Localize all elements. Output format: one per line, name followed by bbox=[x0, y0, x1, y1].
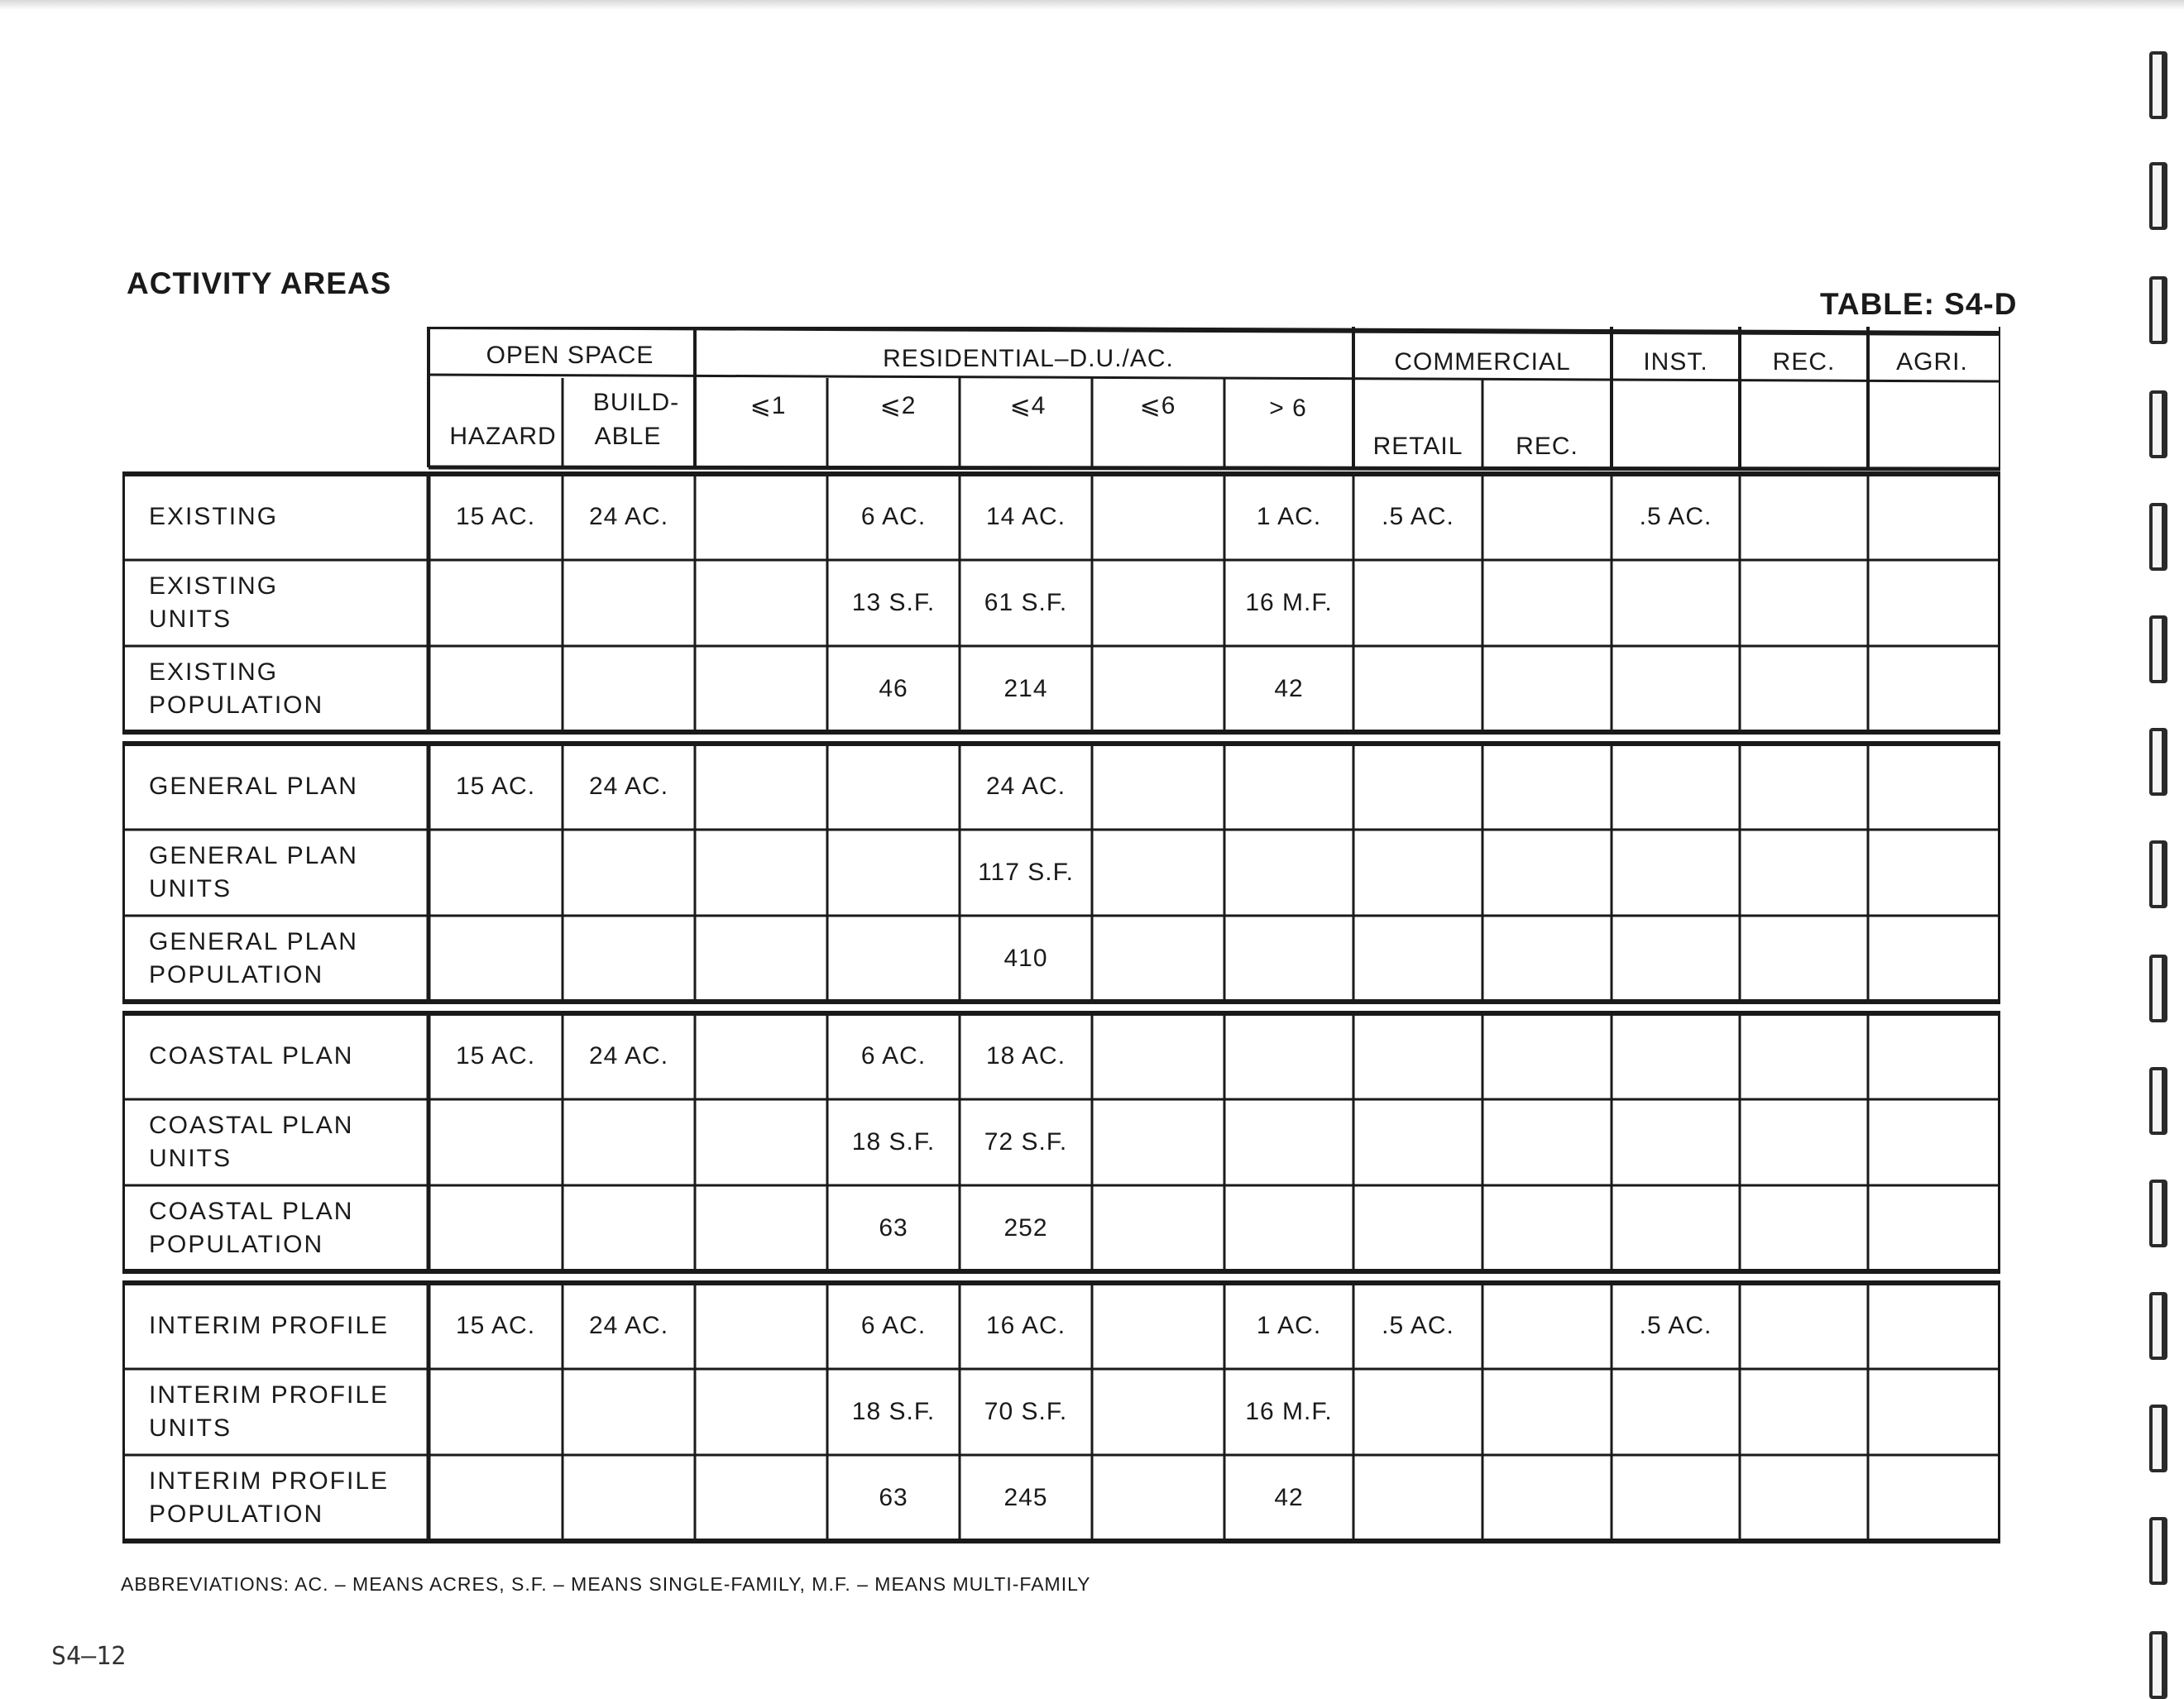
table-cell bbox=[563, 1369, 695, 1455]
table-cell: 72 S.F. bbox=[984, 1128, 1068, 1156]
row-label-line: INTERIM PROFILE bbox=[149, 1467, 390, 1495]
table-cell: 18 S.F. bbox=[851, 1398, 936, 1425]
header-agri: AGRI. bbox=[1896, 348, 1968, 376]
row-label bbox=[122, 474, 429, 560]
table-cell bbox=[827, 744, 960, 830]
row-label-line: GENERAL PLAN bbox=[149, 928, 358, 955]
table-cell bbox=[1740, 830, 1868, 916]
table-cell: 15 AC. bbox=[455, 503, 536, 530]
table-cell bbox=[1353, 560, 1482, 646]
binder-hole bbox=[2149, 503, 2167, 571]
table-cell bbox=[1740, 1369, 1868, 1455]
table-cell bbox=[1740, 474, 1868, 560]
table-cell bbox=[429, 1369, 563, 1455]
table-cell bbox=[1612, 830, 1740, 916]
table-cell bbox=[1740, 1455, 1868, 1541]
row-label-line: EXISTING bbox=[149, 503, 279, 530]
table-cell bbox=[1612, 646, 1740, 732]
table-cell bbox=[1353, 1455, 1482, 1541]
table-cell bbox=[563, 560, 695, 646]
table-cell bbox=[1353, 744, 1482, 830]
table-cell bbox=[1868, 1369, 2000, 1455]
table-cell bbox=[695, 474, 827, 560]
table-cell bbox=[1092, 1013, 1224, 1099]
row-label-line: POPULATION bbox=[149, 1231, 324, 1258]
binder-hole bbox=[2149, 1631, 2167, 1699]
table-cell bbox=[695, 1369, 827, 1455]
table-cell bbox=[563, 830, 695, 916]
table-cell bbox=[1868, 474, 2000, 560]
binder-hole bbox=[2149, 615, 2167, 683]
header-open-space: OPEN SPACE bbox=[486, 342, 654, 369]
table-cell bbox=[695, 1013, 827, 1099]
table-cell: 24 AC. bbox=[588, 773, 669, 800]
row-label-line: GENERAL PLAN bbox=[149, 842, 358, 869]
table-cell bbox=[1482, 1099, 1612, 1185]
binder-hole bbox=[2149, 1067, 2167, 1135]
table-cell bbox=[1092, 916, 1224, 1002]
table-cell bbox=[1612, 560, 1740, 646]
table-cell bbox=[1868, 830, 2000, 916]
row-label bbox=[122, 1185, 429, 1271]
table-cell bbox=[1868, 1099, 2000, 1185]
table-cell bbox=[1353, 1185, 1482, 1271]
table-cell bbox=[827, 830, 960, 916]
table-cell bbox=[1482, 916, 1612, 1002]
table-cell bbox=[695, 560, 827, 646]
row-label-line: COASTAL PLAN bbox=[149, 1042, 354, 1070]
page-top-edge bbox=[0, 0, 2184, 10]
subheader-buildable-line2: ABLE bbox=[594, 423, 662, 450]
header-rec: REC. bbox=[1772, 348, 1836, 376]
table-cell: 1 AC. bbox=[1256, 503, 1322, 530]
header-top-border bbox=[429, 327, 2000, 333]
subheader-le1: ⩽1 bbox=[750, 391, 787, 419]
row-label bbox=[122, 744, 429, 830]
table-cell: 24 AC. bbox=[588, 1042, 669, 1070]
table-cell: 16 M.F. bbox=[1245, 589, 1333, 616]
table-cell bbox=[1868, 744, 2000, 830]
table-cell bbox=[1092, 474, 1224, 560]
table-cell bbox=[429, 1099, 563, 1185]
table-cell bbox=[1740, 1185, 1868, 1271]
table-cell bbox=[1868, 1185, 2000, 1271]
binder-hole bbox=[2149, 728, 2167, 796]
row-label bbox=[122, 830, 429, 916]
table-cell bbox=[695, 1185, 827, 1271]
binder-hole bbox=[2149, 162, 2167, 230]
table-cell: 252 bbox=[1003, 1214, 1048, 1242]
row-label bbox=[122, 646, 429, 732]
table-cell bbox=[1224, 1185, 1353, 1271]
table-cell bbox=[1092, 560, 1224, 646]
table-cell: 1 AC. bbox=[1256, 1312, 1322, 1339]
row-label bbox=[122, 1013, 429, 1099]
row-label-line: INTERIM PROFILE bbox=[149, 1381, 390, 1409]
table-cell bbox=[1482, 1013, 1612, 1099]
table-cell bbox=[1612, 744, 1740, 830]
table-cell bbox=[695, 646, 827, 732]
table-cell: 6 AC. bbox=[860, 503, 927, 530]
table-cell bbox=[1224, 744, 1353, 830]
row-label-line: COASTAL PLAN bbox=[149, 1198, 354, 1225]
binder-hole bbox=[2149, 1405, 2167, 1472]
table-cell bbox=[1092, 646, 1224, 732]
table-cell bbox=[1868, 1283, 2000, 1369]
table-cell bbox=[1482, 646, 1612, 732]
table-cell bbox=[1353, 830, 1482, 916]
table-cell: .5 AC. bbox=[1639, 1312, 1712, 1339]
table-cell bbox=[1353, 1013, 1482, 1099]
table-cell: 70 S.F. bbox=[984, 1398, 1068, 1425]
table-cell bbox=[695, 1099, 827, 1185]
table-cell: 15 AC. bbox=[455, 1312, 536, 1339]
table-cell bbox=[1092, 830, 1224, 916]
table-cell bbox=[1482, 560, 1612, 646]
table-cell bbox=[1482, 474, 1612, 560]
table-cell: 117 S.F. bbox=[978, 859, 1074, 886]
row-label-line: COASTAL PLAN bbox=[149, 1112, 354, 1139]
subheader-gt6: > 6 bbox=[1269, 395, 1307, 422]
subheader-le4: ⩽4 bbox=[1009, 391, 1046, 419]
table-cell: 46 bbox=[879, 675, 908, 702]
table-cell: 18 S.F. bbox=[851, 1128, 936, 1156]
binder-hole bbox=[2149, 840, 2167, 908]
table-cell bbox=[1353, 646, 1482, 732]
table-cell bbox=[1482, 1185, 1612, 1271]
row-label-line: EXISTING bbox=[149, 572, 279, 600]
binder-hole bbox=[2149, 390, 2167, 458]
table-cell bbox=[695, 830, 827, 916]
table-cell bbox=[1092, 744, 1224, 830]
abbreviations-note: ABBREVIATIONS: AC. – MEANS ACRES, S.F. – MEANS SINGLE-FAMILY, M.F. – MEANS MULTI-FAMILY bbox=[121, 1573, 1091, 1595]
table-cell bbox=[1740, 560, 1868, 646]
table-cell bbox=[1482, 744, 1612, 830]
header-residential: RESIDENTIAL–D.U./AC. bbox=[883, 345, 1174, 372]
table-cell bbox=[1740, 1013, 1868, 1099]
binder-hole bbox=[2149, 1292, 2167, 1360]
table-cell bbox=[1224, 830, 1353, 916]
table-cell bbox=[1353, 1369, 1482, 1455]
table-cell bbox=[1092, 1283, 1224, 1369]
page-title: ACTIVITY AREAS bbox=[127, 266, 392, 300]
table-cell: 16 M.F. bbox=[1245, 1398, 1333, 1425]
table-cell: 24 AC. bbox=[588, 503, 669, 530]
row-label-line: POPULATION bbox=[149, 1500, 324, 1528]
header-bottom-border bbox=[429, 467, 2000, 469]
subheader-commercial-rec: REC. bbox=[1516, 433, 1578, 460]
row-label-line: UNITS bbox=[149, 1414, 232, 1442]
binder-hole bbox=[2149, 276, 2167, 344]
page-number: S4–12 bbox=[51, 1642, 127, 1671]
table-cell bbox=[1092, 1369, 1224, 1455]
table-cell bbox=[827, 916, 960, 1002]
table-cell bbox=[429, 1185, 563, 1271]
row-label-line: POPULATION bbox=[149, 961, 324, 988]
table-cell bbox=[429, 560, 563, 646]
table-cell: 42 bbox=[1274, 1484, 1304, 1511]
table-cell bbox=[1224, 1099, 1353, 1185]
table-cell: .5 AC. bbox=[1382, 503, 1454, 530]
row-label-line: GENERAL PLAN bbox=[149, 773, 358, 800]
table-cell bbox=[1612, 1099, 1740, 1185]
table-cell bbox=[1612, 1369, 1740, 1455]
table-cell bbox=[1740, 916, 1868, 1002]
table-cell bbox=[1868, 646, 2000, 732]
table-cell: 6 AC. bbox=[860, 1312, 927, 1339]
binder-hole bbox=[2149, 1180, 2167, 1247]
table-cell bbox=[1612, 1185, 1740, 1271]
table-cell bbox=[1353, 1099, 1482, 1185]
table-cell: 61 S.F. bbox=[984, 589, 1068, 616]
table-cell bbox=[1740, 744, 1868, 830]
table-cell bbox=[429, 1455, 563, 1541]
table-cell: 63 bbox=[879, 1484, 908, 1511]
table-cell bbox=[563, 916, 695, 1002]
table-cell bbox=[429, 646, 563, 732]
table-cell bbox=[1868, 1013, 2000, 1099]
table-cell bbox=[1612, 1013, 1740, 1099]
table-cell bbox=[1482, 1283, 1612, 1369]
table-cell bbox=[1092, 1099, 1224, 1185]
binder-hole bbox=[2149, 1517, 2167, 1585]
table-cell: 410 bbox=[1003, 945, 1048, 972]
table-cell bbox=[1224, 1013, 1353, 1099]
table-cell: 24 AC. bbox=[985, 773, 1066, 800]
table-cell bbox=[1740, 1283, 1868, 1369]
table-cell bbox=[1740, 1099, 1868, 1185]
table-cell: .5 AC. bbox=[1639, 503, 1712, 530]
table-cell bbox=[1092, 1185, 1224, 1271]
row-label bbox=[122, 1283, 429, 1369]
table-cell: 15 AC. bbox=[455, 1042, 536, 1070]
table-cell bbox=[1482, 1455, 1612, 1541]
row-label bbox=[122, 916, 429, 1002]
row-label bbox=[122, 1455, 429, 1541]
table-cell bbox=[695, 1455, 827, 1541]
table-cell: 18 AC. bbox=[985, 1042, 1066, 1070]
row-label-line: UNITS bbox=[149, 605, 232, 633]
table-cell: 14 AC. bbox=[985, 503, 1066, 530]
table-cell bbox=[1612, 1455, 1740, 1541]
subheader-hazard: HAZARD bbox=[449, 423, 557, 450]
table-cell: 245 bbox=[1003, 1484, 1048, 1511]
table-cell bbox=[1868, 916, 2000, 1002]
table-cell: .5 AC. bbox=[1382, 1312, 1454, 1339]
subheader-buildable-line1: BUILD- bbox=[592, 389, 680, 416]
table-cell: 13 S.F. bbox=[851, 589, 936, 616]
table-cell bbox=[429, 916, 563, 1002]
table-cell: 63 bbox=[879, 1214, 908, 1242]
table-cell bbox=[1868, 560, 2000, 646]
table-cell bbox=[563, 646, 695, 732]
binder-hole bbox=[2149, 955, 2167, 1022]
table-cell bbox=[1482, 1369, 1612, 1455]
row-label-line: UNITS bbox=[149, 1145, 232, 1172]
table-cell bbox=[1092, 1455, 1224, 1541]
subheader-le6: ⩽6 bbox=[1139, 391, 1176, 419]
table-cell bbox=[429, 830, 563, 916]
table-cell bbox=[563, 1099, 695, 1185]
table-cell bbox=[563, 1185, 695, 1271]
header-commercial: COMMERCIAL bbox=[1394, 348, 1571, 376]
row-label bbox=[122, 1369, 429, 1455]
table-cell: 214 bbox=[1003, 675, 1048, 702]
table-cell bbox=[695, 1283, 827, 1369]
table-cell bbox=[695, 916, 827, 1002]
table-cell bbox=[1224, 916, 1353, 1002]
subheader-retail: RETAIL bbox=[1372, 433, 1463, 460]
row-label bbox=[122, 1099, 429, 1185]
table-cell bbox=[1740, 646, 1868, 732]
row-label-line: EXISTING bbox=[149, 658, 279, 686]
subheader-le2: ⩽2 bbox=[879, 391, 917, 419]
row-label-line: POPULATION bbox=[149, 692, 324, 719]
row-label-line: UNITS bbox=[149, 875, 232, 902]
table-cell: 16 AC. bbox=[985, 1312, 1066, 1339]
header-inst: INST. bbox=[1643, 348, 1708, 376]
table-cell bbox=[1612, 916, 1740, 1002]
table-cell: 15 AC. bbox=[455, 773, 536, 800]
table-cell bbox=[1482, 830, 1612, 916]
binder-hole bbox=[2149, 51, 2167, 119]
table-cell bbox=[1353, 916, 1482, 1002]
row-label bbox=[122, 560, 429, 646]
table-id: TABLE: S4-D bbox=[1820, 287, 2018, 321]
table-cell bbox=[1868, 1455, 2000, 1541]
row-label-line: INTERIM PROFILE bbox=[149, 1312, 390, 1339]
table-cell bbox=[563, 1455, 695, 1541]
table-cell: 6 AC. bbox=[860, 1042, 927, 1070]
table-cell: 42 bbox=[1274, 675, 1304, 702]
activity-areas-table bbox=[122, 327, 2000, 1559]
table-cell bbox=[695, 744, 827, 830]
table-cell: 24 AC. bbox=[588, 1312, 669, 1339]
